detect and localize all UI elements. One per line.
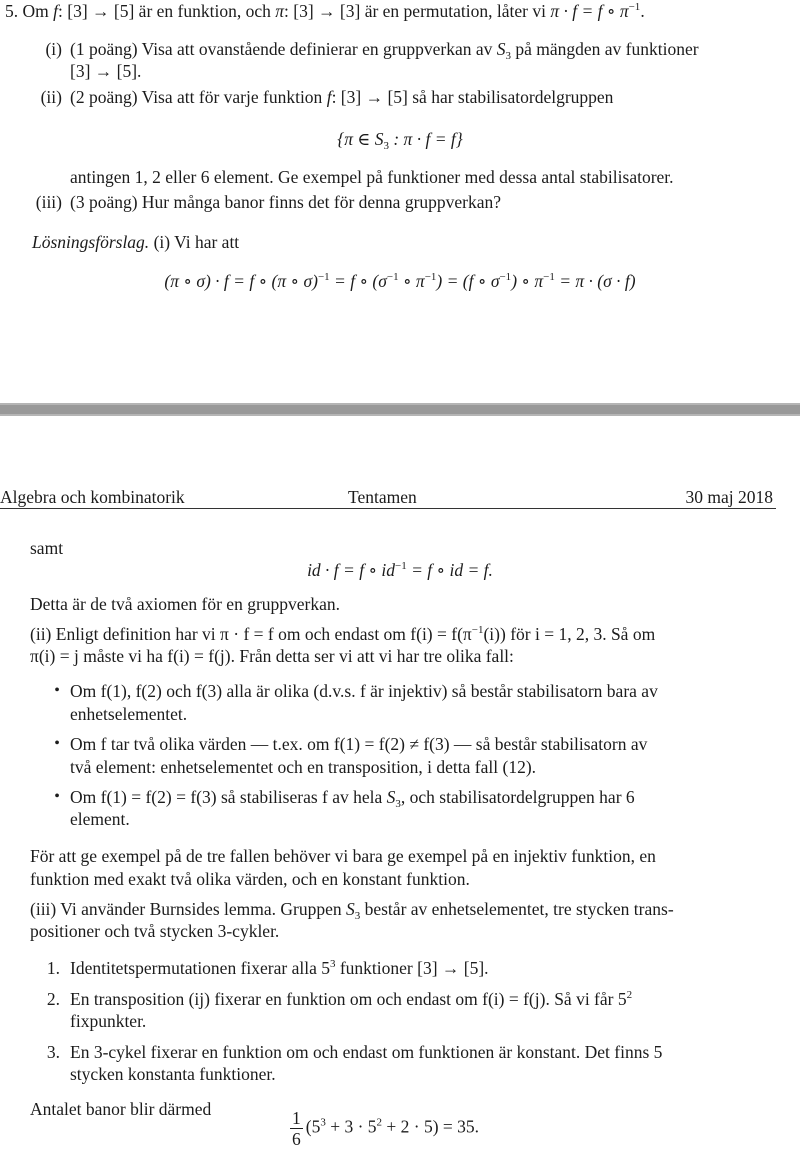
bullet-icon: • — [54, 682, 60, 699]
part-iii-label: (iii) — [35, 192, 62, 212]
part-i-text: (1 poäng) Visa att ovanstående definierar en gruppverkan av $S_3$ på mängden av funktioner — [70, 39, 699, 62]
stabilizer-set-display: {π ∈ $S_3$ : π · f = f} — [337, 129, 463, 152]
part-ii-label: (ii) — [40, 87, 62, 107]
header-title: Tentamen — [348, 487, 417, 507]
part-i-text-cont: [3] → [5]. — [70, 61, 142, 81]
axioms-text: Detta är de två axiomen för en gruppverkan. — [30, 594, 341, 614]
header-rule — [0, 508, 776, 509]
samt-text: samt — [30, 538, 64, 558]
list-number: 1. — [46, 958, 60, 978]
examples-line1: För att ge exempel på de tre fallen behöver vi bara ge exempel på en injektiv funktion, en — [30, 846, 656, 866]
page-separator — [0, 403, 800, 416]
header-course: Algebra och kombinatorik — [0, 487, 185, 507]
composition-equation: (π ∘ σ) · f = f ∘ (π ∘ σ)$^{-1}$ = f ∘ ($\sigma^{-1}$ ∘ $\pi^{-1}) = (f$ ∘ $\sigma^{-1}$) ∘ $\pi^{-1} = \pi \cdot (\sigma \cdot f)$ — [164, 271, 636, 291]
part-ii-text-cont: antingen 1, 2 eller 6 element. Ge exempel på funktioner med dessa antal stabilisatorer. — [70, 167, 674, 187]
part-iii-solution-line1: (iii) Vi använder Burnsides lemma. Gruppen $S_3$ består av enhetselementet, tre stycken trans- — [30, 899, 674, 922]
part-ii-text: (2 poäng) Visa att för varje funktion f: [3] → [5] så har stabilisatordelgruppen — [70, 87, 614, 107]
part-i-label: (i) — [45, 39, 62, 59]
fraction: $\frac{1}{6}$ — [292, 1108, 301, 1149]
list-number: 3. — [46, 1042, 60, 1062]
problem-intro: 5. Om f: [3] → [5] är en funktion, och π: [3] → [3] är en permutation, låter vi π · f = f ∘ $\pi^{-1}$. — [5, 1, 645, 21]
problem-number: 5. — [5, 1, 19, 21]
part-ii-solution-line1: (ii) Enligt definition har vi π · f = f om och endast om $f(i) = f(\pi^{-1}(i))$ för i = 1, 2, 3. Så om — [30, 624, 656, 644]
examples-line2: funktion med exakt två olika värden, och en konstant funktion. — [30, 869, 470, 889]
part-iii-text: (3 poäng) Hur många banor finns det för denna gruppverkan? — [70, 192, 502, 212]
result-equation: $\frac{1}{6}$ $(5^3 + 3 \cdot 5^2 + 2 \cdot 5) = 35$. — [292, 1108, 480, 1149]
solution-heading: Lösningsförslag. — [32, 232, 150, 252]
part-ii-solution-line2: π(i) = j måste vi ha f(i) = f(j). Från detta ser vi att vi har tre olika fall: — [30, 646, 514, 666]
part-iii-solution-line2: positioner och två stycken 3-cykler. — [30, 921, 280, 941]
bullet-icon: • — [54, 735, 60, 752]
bullet-icon: • — [54, 788, 60, 805]
header-date: 30 maj 2018 — [685, 487, 773, 507]
identity-equation: id · f = f ∘ $id^{-1} = f$ ∘ id = f. — [307, 560, 493, 580]
list-number: 2. — [46, 989, 60, 1009]
result-text: Antalet banor blir därmed — [30, 1099, 212, 1119]
